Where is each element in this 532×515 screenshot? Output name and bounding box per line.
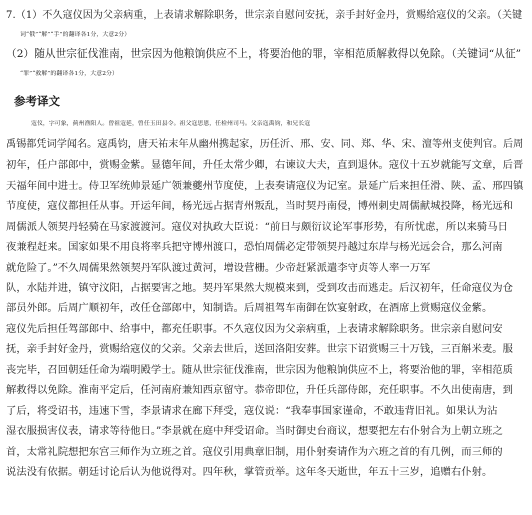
answer-line: 7.（1）不久寇仪因为父亲病重，上表请求解除职务，世宗亲自慰问安抚，亲手封好金丹，赏赐给寇仪的父亲。（关键 xyxy=(6,10,523,21)
reference-translation-heading: 参考译文 xyxy=(14,94,60,109)
answer-section xyxy=(6,6,524,84)
translation-line: 夜兼程赶来。国家如果不用良将率兵把守博州渡口，恐怕周儒必定带领契丹越过东岸与杨光远会合，那么河南 xyxy=(6,241,503,254)
translation-line: 队，水陆并进，镇守汶阳，占据要害之地。契丹军果然大规模来到，受到攻击而逃走。后汉初年，任命寇仪为仓 xyxy=(6,282,513,294)
reference-translation-body xyxy=(6,114,524,482)
translation-line: 初年，任户部郎中，赏赐金紫。显德年间，升任太常少卿，右谏议大夫，直到退休。寇仪十五岁就能写文章，后晋 xyxy=(6,159,524,172)
translation-line: 周儒派人领契丹轻骑在马家渡渡河。寇仪对执政大臣说：“前日与颇衍议论军事形势，有所忧虑，所以来骑马日 xyxy=(6,220,508,233)
translation-line: 就危险了。”不久周儒果然领契丹军队渡过黄河，增设营栅。少帝赶紧派遣李守贞等人率一万军 xyxy=(6,261,431,274)
translation-line: 寇仪先后担任驾部郎中、给事中，都充任职事。不久寇仪因为父亲病重，上表请求解除职务。世宗亲自慰问安 xyxy=(6,322,503,335)
answer-line: 词“俄”“解”“手”的翻译各1分，大意2分） xyxy=(20,31,131,38)
answer-line: “罪”“救解”的翻译各1分，大意2分） xyxy=(20,70,119,77)
translation-line: 禹锡都凭词学闻名。寇禹钧，唐天祐末年从幽州携起家，历任沂、邢、安、同、郑、华、宋、澶等州支使判官。后周 xyxy=(6,138,524,150)
translation-line: 丧完毕，召回朝廷任命为端明殿学士。随从世宗征伐淮南，世宗因为他粮饷供应不上，将要治他的罪，宰相范质 xyxy=(6,363,513,376)
translation-line: 天福年间中进士。侍卫军统帅景延广领兼夔州节度使，上表奏请寇仪为记室。景延广后来担任滑、陕、孟、邢四镇 xyxy=(6,179,524,192)
translation-line: 寇仪，字可象，蓟州渔阳人。曾祖寇延，曾任玉田县令。祖父寇思恩，任检州司马。父亲寇禹钧，和兄长寇 xyxy=(31,121,311,128)
translation-line: 部员外郎。后周广顺初年，改任仓部郎中，知制诰。后周祖驾车南御在饮宴射政，在酒席上赏赐寇仪金紫。 xyxy=(6,302,493,315)
translation-line: 抚，亲手封好金丹，赏赐给寇仪的父亲。父亲去世后，送回洛阳安葬。世宗下诏赏赐三十万钱，三百斛米麦。服 xyxy=(6,343,513,356)
translation-line: 湿衣服损害仪表，请求等待他日。”李景就在庭中拜受诏命。当时御史台商议，想要把左右仆射合为上朝立班之 xyxy=(6,425,503,438)
translation-line: 了后，将受诏书，违速下雪，李景请求在廊下拜受，寇仪说：“我奉事国家谨命，不敢违背旧礼。如果认为沾 xyxy=(6,404,498,417)
translation-line: 首，太常礼院想把东宫三师作为立班之首。寇仪引用典章旧制，用仆射奏请作为六班之首的有几例，而三师的 xyxy=(6,445,503,458)
answer-line: （2）随从世宗征伐淮南，世宗因为他粮饷供应不上，将要治他的罪，宰相范质解救得以免除。（关键词“从征” xyxy=(6,48,522,61)
translation-line: 节度使，寇仪都担任从事。开运年间，杨光远占据青州叛乱，当时契丹南侵，博州刺史周儒献城投降，杨光远和 xyxy=(6,200,513,213)
translation-line: 说法没有依据。朝廷讨论后认为他说得对。四年秋，掌管贡举。这年冬天逝世，年五十三岁，追赠右仆射。 xyxy=(6,466,493,479)
translation-line: 解救得以免除。淮南平定后，任河南府兼知西京留守。恭帝即位，升任兵部侍郎，充任职事。不久出使南唐，到 xyxy=(6,384,513,397)
